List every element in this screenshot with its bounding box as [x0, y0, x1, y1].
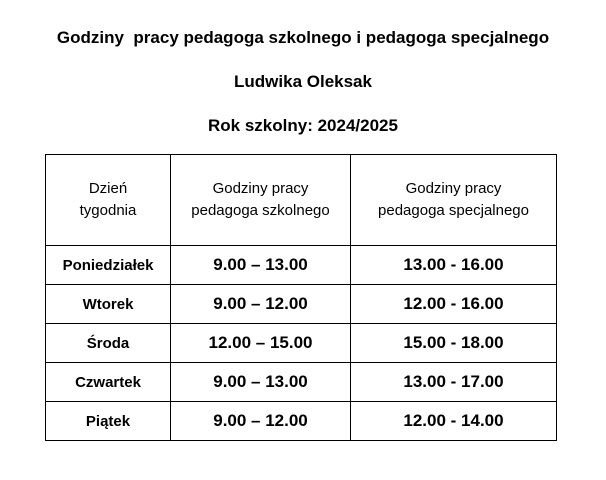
document-title: Godziny pracy pedagoga szkolnego i pedagoga specjalnego [56, 28, 550, 47]
special-hours-cell: 15.00 - 18.00 [351, 324, 557, 363]
school-hours-cell: 9.00 – 13.00 [171, 363, 351, 402]
special-hours-cell: 12.00 - 14.00 [351, 402, 557, 441]
table-header-row [46, 155, 557, 246]
table-row [46, 324, 557, 363]
day-cell: Piątek [46, 402, 171, 441]
school-hours-cell: 9.00 – 12.00 [171, 402, 351, 441]
work-hours-table [45, 154, 557, 441]
special-hours-cell: 12.00 - 16.00 [351, 285, 557, 324]
day-cell: Poniedziałek [46, 246, 171, 285]
day-cell: Środa [46, 324, 171, 363]
special-hours-cell: 13.00 - 17.00 [351, 363, 557, 402]
header-school-pedagogue [171, 155, 351, 246]
header-day-line-2: tygodnia [79, 202, 137, 219]
school-year: Rok szkolny: 2024/2025 [208, 116, 398, 135]
school-hours-cell: 9.00 – 13.00 [171, 246, 351, 285]
table-row [46, 363, 557, 402]
header-special-pedagogue [351, 155, 557, 246]
header-day-line-1: Dzień [88, 180, 128, 197]
school-hours-cell: 12.00 – 15.00 [171, 324, 351, 363]
day-cell: Czwartek [46, 363, 171, 402]
school-hours-cell: 9.00 – 12.00 [171, 285, 351, 324]
teacher-name: Ludwika Oleksak [234, 72, 372, 91]
header-school-line-2: pedagoga szkolnego [191, 202, 330, 219]
day-cell: Wtorek [46, 285, 171, 324]
table-row [46, 246, 557, 285]
table-row [46, 285, 557, 324]
table-row [46, 402, 557, 441]
header-school-line-1: Godziny pracy [212, 180, 309, 197]
header-day [46, 155, 171, 246]
header-special-line-2: pedagoga specjalnego [378, 202, 529, 219]
header-special-line-1: Godziny pracy [405, 180, 502, 197]
special-hours-cell: 13.00 - 16.00 [351, 246, 557, 285]
